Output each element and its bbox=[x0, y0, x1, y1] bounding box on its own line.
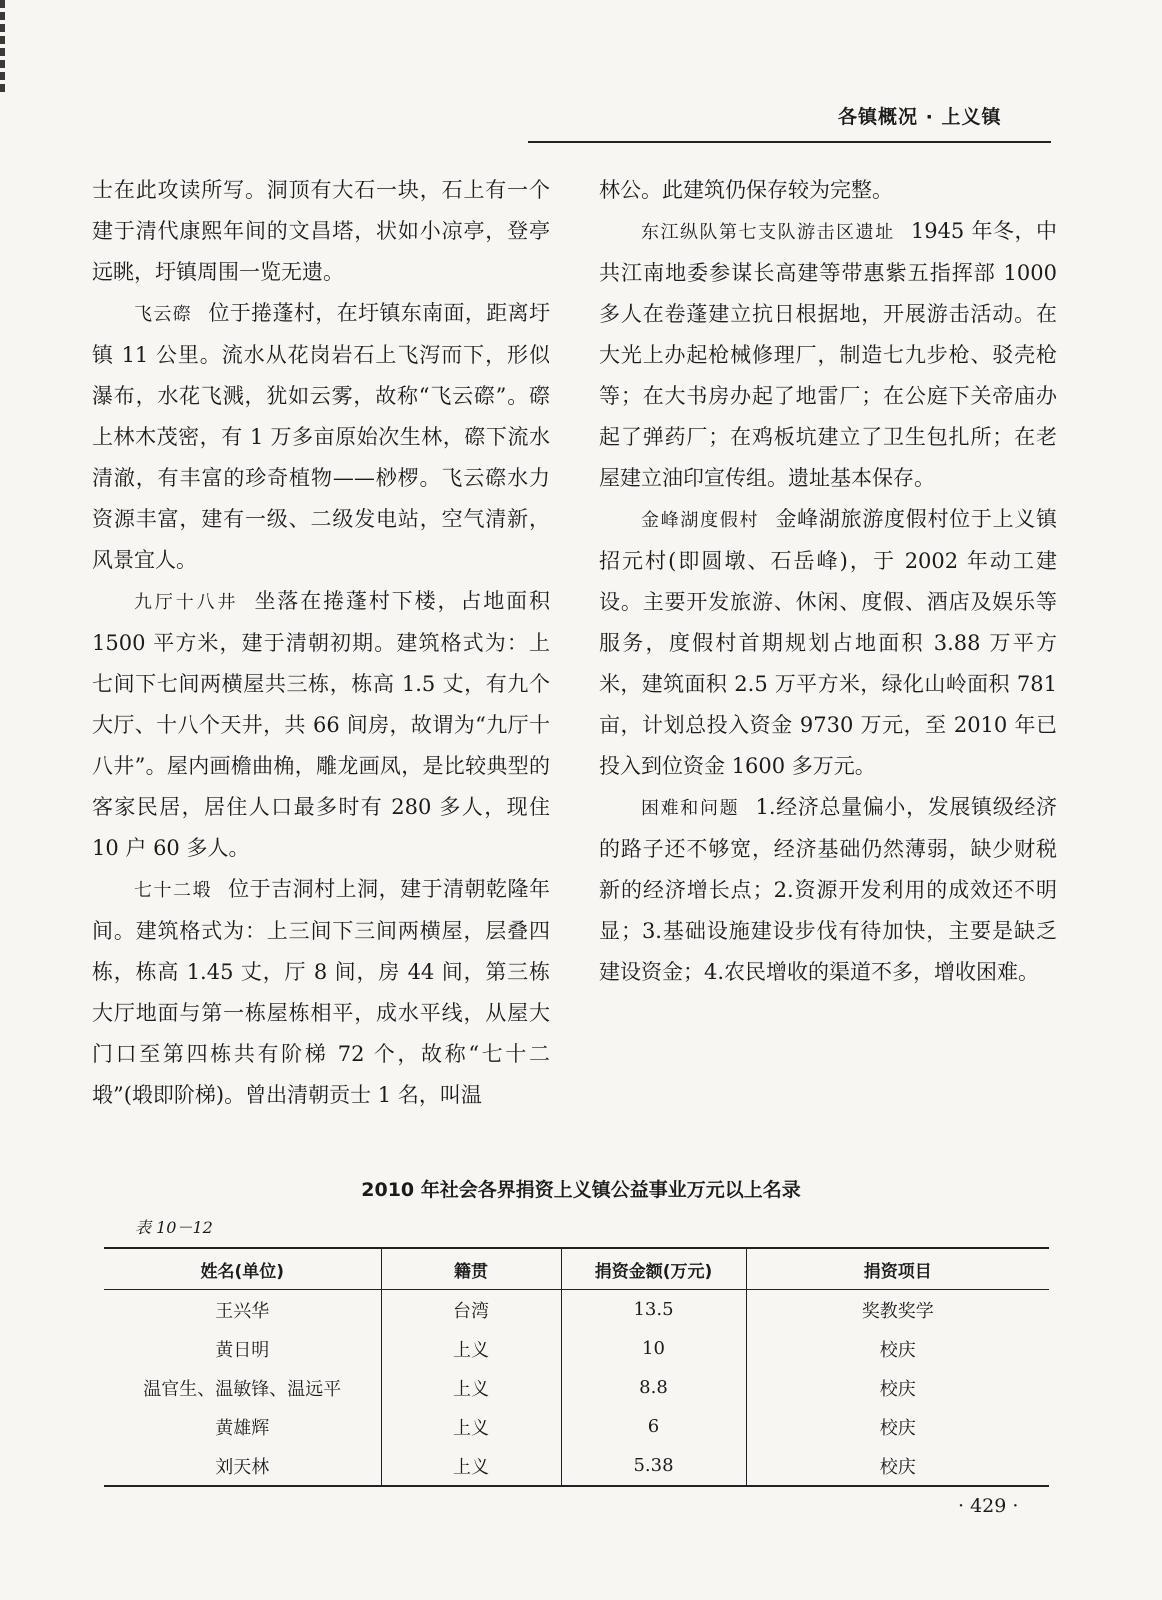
entry-jiuting bbox=[92, 581, 550, 869]
entry-heading: 飞云磜 bbox=[134, 304, 193, 325]
donor-amount: 6 bbox=[561, 1407, 746, 1446]
donor-project: 奖教奖学 bbox=[746, 1290, 1049, 1330]
page-number: · 429 · bbox=[958, 1495, 1019, 1517]
table-row bbox=[104, 1290, 1049, 1330]
left-column bbox=[92, 170, 550, 1116]
continued-paragraph: 士在此攻读所写。洞顶有大石一块，石上有一个建于清代康熙年间的文昌塔，状如小凉亭，登亭远眺，圩镇周围一览无遗。 bbox=[92, 178, 550, 284]
donor-table bbox=[104, 1247, 1049, 1487]
column-header-project: 捐资项目 bbox=[746, 1248, 1049, 1290]
donor-amount: 5.38 bbox=[561, 1446, 746, 1486]
donor-origin: 上义 bbox=[381, 1329, 561, 1368]
table-number: 表 10－12 bbox=[135, 1218, 213, 1237]
donor-origin: 台湾 bbox=[381, 1290, 561, 1330]
entry-qishierduan bbox=[92, 869, 550, 1116]
table-row bbox=[104, 1407, 1049, 1446]
donor-name: 黄雄辉 bbox=[215, 1417, 270, 1439]
entry-body: 1.经济总量偏小，发展镇级经济的路子还不够宽，经济基础仍然薄弱，缺少财税新的经济增长点；2.资源开发利用的成效还不明显；3.基础设施建设步伐有待加快，主要是缺乏建设资金；4.农民增收的渠道不多，增收困难。 bbox=[599, 795, 1058, 984]
entry-body: 坐落在捲蓬村下楼，占地面积 1500 平方米，建于清朝初期。建筑格式为：上七间下七间两横屋共三栋，栋高 1.5 丈，有九个大厅、十八个天井，共 66 间房，故谓为“九厅十八井”。屋内画檐曲桷，雕龙画凤，是比较典型的客家民居，居住人口最多时有 280 多人，现住 10 户 60 多人。 bbox=[92, 589, 551, 860]
donor-origin: 上义 bbox=[381, 1368, 561, 1407]
table-title: 2010 年社会各界捐资上义镇公益事业万元以上名录 bbox=[361, 1179, 801, 1201]
donor-origin: 上义 bbox=[381, 1446, 561, 1486]
table-row bbox=[104, 1446, 1049, 1486]
running-header: 各镇概况 · 上义镇 bbox=[838, 106, 1002, 128]
entry-body: 1945 年冬，中共江南地委参谋长高建等带惠紫五指挥部 1000 多人在卷蓬建立抗日根据地，开展游击活动。在大光上办起枪械修理厂，制造七九步枪、驳壳枪等；在大书房办起了地雷厂；在公庭下关帝庙办起了弹药厂；在鸡板坑建立了卫生包扎所；在老屋建立油印宣传组。遗址基本保存。 bbox=[599, 219, 1058, 490]
donor-project: 校庆 bbox=[746, 1407, 1049, 1446]
entry-heading: 东江纵队第七支队游击区遗址 bbox=[641, 222, 895, 243]
table-row bbox=[104, 1368, 1049, 1407]
donor-name: 温官生、温敏锋、温远平 bbox=[143, 1378, 342, 1400]
donor-project: 校庆 bbox=[746, 1368, 1049, 1407]
entry-heading: 困难和问题 bbox=[641, 798, 740, 819]
header-rule bbox=[528, 141, 1051, 143]
donor-amount: 8.8 bbox=[561, 1368, 746, 1407]
entry-difficulties bbox=[599, 787, 1057, 993]
entry-jinfeng-resort bbox=[599, 499, 1057, 787]
column-header-amount: 捐资金额(万元) bbox=[561, 1248, 746, 1290]
right-column bbox=[599, 170, 1057, 993]
donor-name: 王兴华 bbox=[215, 1300, 270, 1322]
entry-heading: 七十二塅 bbox=[134, 880, 212, 901]
entry-heading: 金峰湖度假村 bbox=[641, 510, 760, 531]
table-row bbox=[104, 1329, 1049, 1368]
donor-amount: 10 bbox=[561, 1329, 746, 1368]
entry-body: 位于吉洞村上洞，建于清朝乾隆年间。建筑格式为：上三间下三间两横屋，层叠四栋，栋高 1.45 丈，厅 8 间，房 44 间，第三栋大厅地面与第一栋屋栋相平，成水平线，从屋大门口至第四栋共有阶梯 72 个，故称“七十二塅”(塅即阶梯)。曾出清朝贡士 1 名，叫温 bbox=[92, 877, 551, 1107]
continued-paragraph: 林公。此建筑仍保存较为完整。 bbox=[599, 178, 893, 202]
entry-body: 金峰湖旅游度假村位于上义镇招元村(即圆墩、石岳峰)，于 2002 年动工建设。主要开发旅游、休闲、度假、酒店及娱乐等服务，度假村首期规划占地面积 3.88 万平方米，建筑面积 2.5 万平方米，绿化山岭面积 781 亩，计划总投入资金 9730 万元，至 2010 年已投入到位资金 1600 多万元。 bbox=[599, 507, 1058, 778]
column-header-origin: 籍贯 bbox=[381, 1248, 561, 1290]
donor-project: 校庆 bbox=[746, 1446, 1049, 1486]
donor-project: 校庆 bbox=[746, 1329, 1049, 1368]
entry-body: 位于捲蓬村，在圩镇东南面，距离圩镇 11 公里。流水从花岗岩石上飞泻而下，形似瀑布，水花飞溅，犹如云雾，故称“飞云磜”。磜上林木茂密，有 1 万多亩原始次生林，磜下流水清澈，有丰富的珍奇植物——桫椤。飞云磜水力资源丰富，建有一级、二级发电站，空气清新，风景宜人。 bbox=[92, 301, 551, 572]
entry-heading: 九厅十八井 bbox=[134, 592, 239, 613]
table-header-row bbox=[104, 1248, 1049, 1290]
binding-edge-mark bbox=[0, 0, 5, 95]
entry-guerrilla-site bbox=[599, 211, 1057, 499]
donor-origin: 上义 bbox=[381, 1407, 561, 1446]
entry-feiyunqi bbox=[92, 293, 550, 581]
donor-amount: 13.5 bbox=[561, 1290, 746, 1330]
column-header-name: 姓名(单位) bbox=[104, 1248, 381, 1290]
donor-name: 黄日明 bbox=[215, 1339, 270, 1361]
donor-name: 刘天林 bbox=[104, 1446, 381, 1486]
